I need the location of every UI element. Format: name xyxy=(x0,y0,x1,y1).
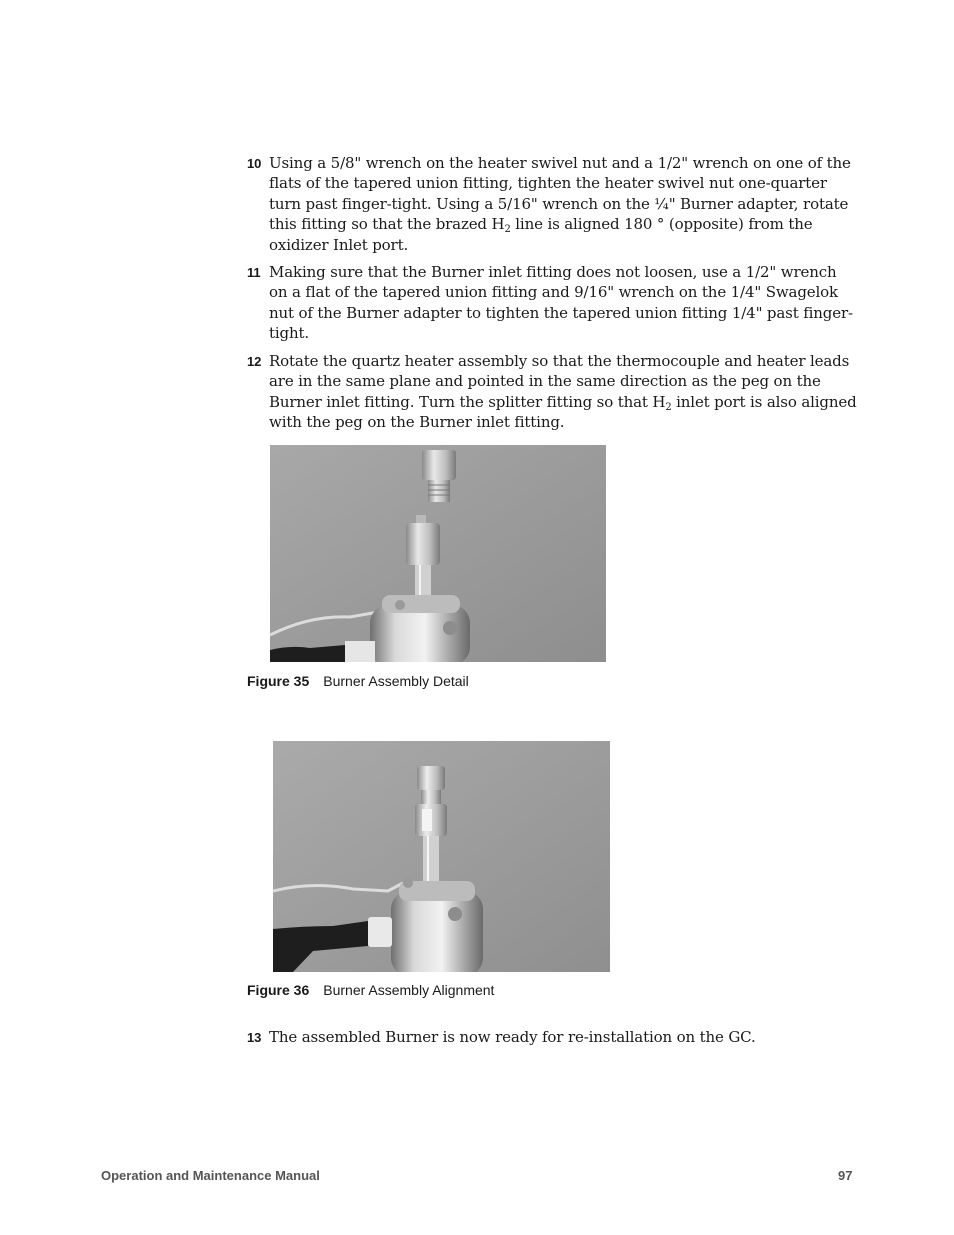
burner-detail-photo xyxy=(270,445,606,662)
figure-title: Burner Assembly Detail xyxy=(323,673,469,689)
figure-36-caption xyxy=(247,982,494,998)
burner-alignment-photo xyxy=(273,741,610,972)
step-number: 13 xyxy=(247,1030,262,1045)
step-12 xyxy=(247,351,857,433)
step-text: Making sure that the Burner inlet fitting does not loosen, use a 1/2" wrench on a flat of the tapered union fitting and 9/16" wrench on the 1/4" Swagelok nut of the Burner adapter to tighten the tapered union fitting 1/4" past finger-tight. xyxy=(269,263,853,343)
figure-title: Burner Assembly Alignment xyxy=(323,982,495,998)
burner-detail-illustration xyxy=(270,445,606,662)
step-number: 12 xyxy=(247,354,262,369)
step-10 xyxy=(247,153,857,255)
figure-35-caption xyxy=(247,673,469,689)
figure-label: Figure 35 xyxy=(247,673,310,689)
step-number: 10 xyxy=(247,156,262,171)
step-text: Using a 5/8" wrench on the heater swivel nut and a 1/2" wrench on one of the flats of the tapered union fitting, tighten the heater swivel nut one-quarter turn past finger-tight. Using a 5/16" wrench on the ¼" Burner adapter, rotate this fitting so that the brazed $H_2$ line is aligned 180 ° (opposite) from the oxidizer Inlet port. xyxy=(269,154,851,254)
step-11 xyxy=(247,262,857,344)
burner-alignment-illustration xyxy=(273,741,610,972)
step-number: 11 xyxy=(247,265,261,280)
figure-label: Figure 36 xyxy=(247,982,310,998)
footer-page-number: 97 xyxy=(838,1168,853,1183)
step-text: The assembled Burner is now ready for re-installation on the GC. xyxy=(269,1028,756,1046)
footer-manual-title: Operation and Maintenance Manual xyxy=(101,1168,320,1183)
step-text: Rotate the quartz heater assembly so that the thermocouple and heater leads are in the same plane and pointed in the same direction as the peg on the Burner inlet fitting. Turn the splitter fitting so that $H_2$ inlet port is also aligned with the peg on the Burner inlet fitting. xyxy=(269,352,857,432)
step-13 xyxy=(247,1027,857,1047)
